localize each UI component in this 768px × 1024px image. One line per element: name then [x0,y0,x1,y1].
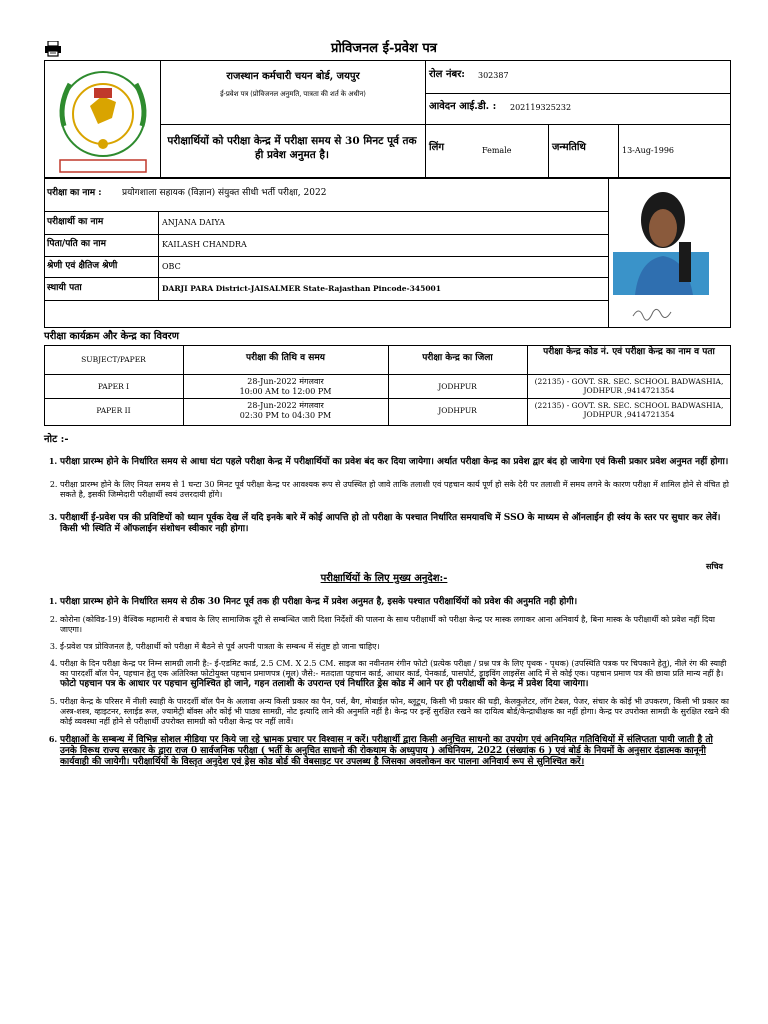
row2-time: 02:30 PM to 04:30 PM [239,411,332,420]
row2-center-line1: (22135) - GOVT. SR. SEC. SCHOOL BADWASHIA, [534,401,724,410]
candidate-signature [613,298,709,326]
printer-icon[interactable] [44,41,62,57]
gender-value: Female [482,146,512,155]
father-label: पिता/पति का नाम [47,239,106,249]
row1-center-line2: JODHPUR ,9414721354 [583,386,675,395]
board-name: राजस्थान कर्मचारी चयन बोर्ड, जयपुर [226,71,360,82]
exam-value: प्रयोगशाला सहायक (विज्ञान) संयुक्त सीधी भर्ती परीक्षा, 2022 [122,188,327,198]
col-header-paper: SUBJECT/PAPER [81,355,146,364]
secretary-label: सचिव [706,561,724,571]
note-item: 1. परीक्षा प्रारम्भ होने के निर्धारित समय से आधा घंटा पहले परीक्षा केन्द्र में परीक्षार्थियों का प्रवेश बंद कर दिया जायेगा। अर्थात परीक्षा केन्द्र का प्रवेश द्वार बंद हो जायेगा एवं किसी प्रकार प्रवेश अनुमत नहीं होगा। [60,456,732,468]
instruction-item [60,734,732,768]
dob-label: जन्मतिथि [552,142,586,153]
row2-date: 28-Jun-2022 मंगलवार [247,401,324,410]
instruction-4-bold: फोटो पहचान पत्र के आधार पर पहचान सुनिश्चित हो जाने, गहन तलाशी के उपरान्त एवं निर्धारित ड्रेस कोड में आने पर ही परीक्षार्थी को केन्द्र में प्रवेश दिया जायेगा। [60,679,589,689]
row1-district: JODHPUR [438,382,477,391]
address-label: स्थायी पता [47,283,82,293]
instructions-list [44,596,732,773]
dob-value: 13-Aug-1996 [622,146,674,155]
col-header-center: परीक्षा केन्द्र कोड नं. एवं परीक्षा केन्द्र का नाम व पता [543,347,715,357]
category-label: श्रेणी एवं क्षैतिज श्रेणी [47,261,118,271]
entry-notice: परीक्षार्थियों को परीक्षा केन्द्र में परीक्षा समय से 30 मिनट पूर्व तक ही प्रवेश अनुमत है। [167,135,417,161]
instruction-item: 1. परीक्षा प्रारम्भ होने के निर्धारित समय से ठीक 30 मिनट पूर्व तक ही परीक्षा केन्द्र में प्रवेश अनुमत है, इसके पश्चात परीक्षार्थियों को प्रवेश की अनुमति नही होगी। [60,596,732,608]
instructions-heading: परीक्षार्थियों के लिए मुख्य अनुदेश:- [320,573,448,584]
note-item: 2. परीक्षा प्रारम्भ होने के लिए नियत समय से 1 घन्टा 30 मिनट पूर्व परीक्षा केन्द्र पर आवश्यक रूप से उपस्थित हो जावे ताकि तलाशी एवं पहचान कार्य पूर्ण हो सके देरी पर तलाशी में समय लगने के कारण परीक्षा में शामिल होने से वंचित हो सकते है, इसकी जिम्मेदारी परीक्षार्थी स्वयं उत्तरदायी होंगे। [60,480,732,500]
instruction-6-link[interactable]: परीक्षार्थियों के विस्तृत अनुदेश एवं ड्रेस कोड बोर्ड की वेबसाइट पर उपलब्ध है जिसका अवलोकन कर पालना अनिवार्य रूप से सुनिश्चित करें। [132,757,585,767]
row1-paper: PAPER I [97,382,130,391]
instruction-item: 2. कोरोना (कोविड-19) वैश्विक महामारी से बचाव के लिए सामाजिक दूरी से सम्बन्धित जारी दिशा निर्देशों की पालना के साथ परीक्षार्थी को परीक्षा केन्द्र पर मास्क लगाकर आना अनिवार्य है, बिना मास्क के परीक्षार्थी को प्रवेश नहीं दिया जाएगा। [60,615,732,635]
row2-center-line2: JODHPUR ,9414721354 [583,410,675,419]
category-value: OBC [162,262,181,271]
instruction-item: 3. ई-प्रवेश पत्र प्रोविजनल है, परीक्षार्थी को परीक्षा में बैठने से पूर्व अपनी पात्रता के सम्बन्ध में संतुष्ट हो जाना चाहिए। [60,642,732,652]
roll-value: 302387 [478,71,509,80]
father-value: KAILASH CHANDRA [162,240,247,249]
name-label: परीक्षार्थी का नाम [47,217,104,227]
name-value: ANJANA DAIYA [162,218,225,227]
row1-time: 10:00 AM to 12:00 PM [239,387,332,396]
instruction-item: 5. परीक्षा केन्द्र के परिसर में नीली स्याही के पारदर्शी बॉल पैन के अलावा अन्य किसी प्रकार का पैन, पर्स, बैग, मोबाईल फोन, ब्लूटूथ, किसी भी प्रकार की घड़ी, केलकुलेटर, लॉग टेबल, पेजर, संचार के कोई भी उपकरण, किसी भी प्रकार का अस्त्र-शस्त्र, व्हाइटनर, स्लाईड रूल, ज्यामेट्री बॉक्स और कोई भी पाठ्य सामग्री, नोट इत्यादि लाने की अनुमति नहीं है। केन्द्र पर इन्हें सुरक्षित रखने का दायित्व बोर्ड/केन्द्राधीक्षक का नहीं होगा। केन्द्र पर उपरोक्त सामग्री के सुरक्षित रखने की कोई व्यवस्था नहीं होने से परीक्षार्थी उपरोक्त सामग्री को परीक्षा केन्द्र पर नहीं लावें। [60,697,732,727]
notes-heading: नोट :- [44,434,69,445]
row1-center-line1: (22135) - GOVT. SR. SEC. SCHOOL BADWASHIA, [534,377,724,386]
app-id-label: आवेदन आई.डी. : [429,101,497,112]
roll-label: रोल नंबर: [429,69,465,80]
row2-district: JODHPUR [438,406,477,415]
schedule-title: परीक्षा कार्यक्रम और केन्द्र का विवरण [44,331,179,342]
candidate-photo [613,182,709,295]
address-value: DARJI PARA District-JAISALMER State-Rajasthan Pincode-345001 [162,284,441,293]
gender-label: लिंग [429,142,444,153]
page-title: प्रोविजनल ई-प्रवेश पत्र [331,41,437,56]
note-item: 3. परीक्षार्थी ई-प्रवेश पत्र की प्रविष्टियों को ध्यान पूर्वक देख लें यदि इनके बारे में कोई आपत्ति हो तो परीक्षा के पश्चात निर्धारित समयावधि में SSO के माध्यम से ऑनलाईन ही स्वंय के स्तर पर सुधार कर लेवें। किसी भी स्थिति में ऑफलाईन संशोधन स्वीकार नही होगा। [60,512,732,535]
instruction-item [60,659,732,690]
board-emblem [50,66,156,174]
app-id-value: 202119325232 [510,103,572,112]
col-header-district: परीक्षा केन्द्र का जिला [422,353,493,363]
row1-date: 28-Jun-2022 मंगलवार [247,377,324,386]
exam-label: परीक्षा का नाम : [47,188,102,198]
row2-paper: PAPER II [96,406,131,415]
instruction-6-text: परीक्षाओं के सम्बन्ध में विभिन्न सोशल मीडिया पर किये जा रहे भ्रामक प्रचार पर विश्वास न करें। परीक्षार्थी द्वारा किसी अनुचित साधनो का उपयोग एवं अनियमित गतिविधियों में संलिप्तता पायी जाती है तो उनके विरूध राज्य सरकार के द्वारा राज 0 सार्वजनिक परीक्षा ( भर्ती के अनुचित साधनो की रोकथाम के अध्युपाय ) अधिनियम, 2022 (संख्यांक 6 ) एवं बोर्ड के नियमों के अनुसार दंडात्मक कानूनी कार्यवाही की जायेगी। [60,735,713,767]
col-header-datetime: परीक्षा की तिथि व समय [246,353,325,363]
instruction-4-text: परीक्षा के दिन परीक्षा केन्द्र पर निम्न सामग्री लानी है:- ई-एडमिट कार्ड, 2.5 CM. X 2.5 CM. साइज का नवीनतम रंगीन फोटो (प्रत्येक परीक्षा / प्रश्न पत्र के लिए पृथक - पृथक) (उपस्थिति पत्रक पर चिपकाने हेतु), नीले रंग की स्याही का पारदर्शी बॉल पेन, पहचान हेतु एक अतिरिक्त फोटोयुक्त पहचान प्रमाणपत्र (मूल) जैसे:- मतदाता पहचान कार्ड, आधार कार्ड, पेनकार्ड, पासपोर्ट, ड्राइविंग लाइसेंस आदि में से कोई एक। पहचान प्रमाण पत्र की छाया प्रति मान्य नहीं है। [60,659,727,678]
notes-list [44,456,732,540]
board-subtitle: ई-प्रवेश पत्र (प्रोविजनल अनुमति, पात्रता की शर्त के अधीन) [220,90,366,98]
